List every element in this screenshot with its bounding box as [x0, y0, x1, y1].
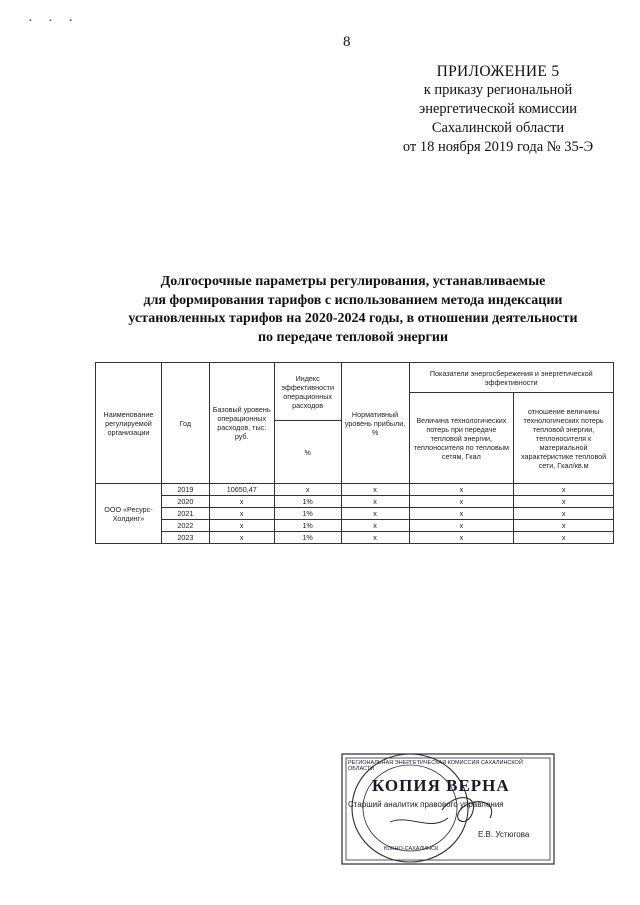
header-efficiency-index: Индекс эффективности операционных расходов	[274, 363, 341, 421]
stamp-city-text: ЮЖНО-САХАЛИНСК	[384, 846, 439, 852]
index-cell: 1%	[274, 532, 341, 544]
year-cell: 2021	[161, 508, 209, 520]
appendix-line: к приказу региональной	[423, 82, 573, 98]
profit-cell: x	[341, 484, 409, 496]
ratio-cell: x	[514, 508, 614, 520]
index-cell: 1%	[274, 496, 341, 508]
header-base-opex: Базовый уровень операционных расходов, тыс. руб.	[209, 363, 274, 484]
profit-cell: x	[341, 508, 409, 520]
title-line: установленных тарифов на 2020-2024 годы, в отношении деятельности	[128, 311, 578, 326]
appendix-line: от 18 ноября 2019 года № 35-Э	[402, 139, 594, 155]
losses-cell: x	[409, 520, 514, 532]
header-index-unit: %	[274, 421, 341, 484]
header-organization: Наименование регулируемой организации	[96, 363, 162, 484]
header-losses-ratio: отношение величины технологических потерь тепловой энергии, теплоносителя к материальной характеристике тепловой сети, Гкал/кв.м	[514, 393, 614, 484]
header-heat-losses: Величина технологических потерь при передаче тепловой энергии, теплоносителя по тепловым сетям, Гкал	[409, 393, 514, 484]
profit-cell: x	[341, 496, 409, 508]
base-cell: x	[209, 508, 274, 520]
losses-cell: x	[409, 532, 514, 544]
losses-cell: x	[409, 496, 514, 508]
stamp-signer-name: Е.В. Устюгова	[478, 830, 530, 839]
header-year: Год	[161, 363, 209, 484]
appendix-heading: ПРИЛОЖЕНИЕ 5	[436, 63, 560, 80]
losses-cell: x	[409, 484, 514, 496]
appendix-block	[378, 62, 618, 157]
index-cell: 1%	[274, 520, 341, 532]
year-cell: 2022	[161, 520, 209, 532]
certification-stamp	[330, 752, 560, 877]
header-profit-level: Нормативный уровень прибыли, %	[341, 363, 409, 484]
index-cell: 1%	[274, 508, 341, 520]
appendix-line: энергетической комиссии	[418, 101, 578, 117]
profit-cell: x	[341, 520, 409, 532]
ratio-cell: x	[514, 496, 614, 508]
stamp-position-text: Старший аналитик правового управления	[348, 800, 504, 809]
year-cell: 2019	[161, 484, 209, 496]
scan-marks: · · ·	[28, 14, 79, 29]
base-cell: x	[209, 496, 274, 508]
base-cell: x	[209, 532, 274, 544]
document-title	[98, 273, 608, 347]
parameters-table	[95, 362, 614, 544]
title-line: Долгосрочные параметры регулирования, устанавливаемые	[160, 274, 546, 289]
year-cell: 2023	[161, 532, 209, 544]
title-line: по передаче тепловой энергии	[257, 329, 449, 345]
stamp-copy-verified: КОПИЯ ВЕРНА	[372, 776, 510, 795]
profit-cell: x	[341, 532, 409, 544]
organization-cell: ООО «Ресурс-Холдинг»	[96, 484, 162, 544]
page-number: 8	[343, 34, 351, 50]
base-cell: x	[209, 520, 274, 532]
stamp-authority-text: РЕГИОНАЛЬНАЯ ЭНЕРГЕТИЧЕСКАЯ КОМИССИЯ САХАЛИНСКОЙ ОБЛАСТИ	[348, 760, 523, 772]
title-line: для формирования тарифов с использованием метода индексации	[143, 292, 563, 308]
ratio-cell: x	[514, 520, 614, 532]
losses-cell: x	[409, 508, 514, 520]
year-cell: 2020	[161, 496, 209, 508]
index-cell: x	[274, 484, 341, 496]
ratio-cell: x	[514, 532, 614, 544]
base-cell: 10650,47	[209, 484, 274, 496]
header-energy-efficiency-group: Показатели энергосбережения и энергетической эффективности	[409, 363, 614, 393]
ratio-cell: x	[514, 484, 614, 496]
appendix-line: Сахалинской области	[431, 120, 565, 136]
